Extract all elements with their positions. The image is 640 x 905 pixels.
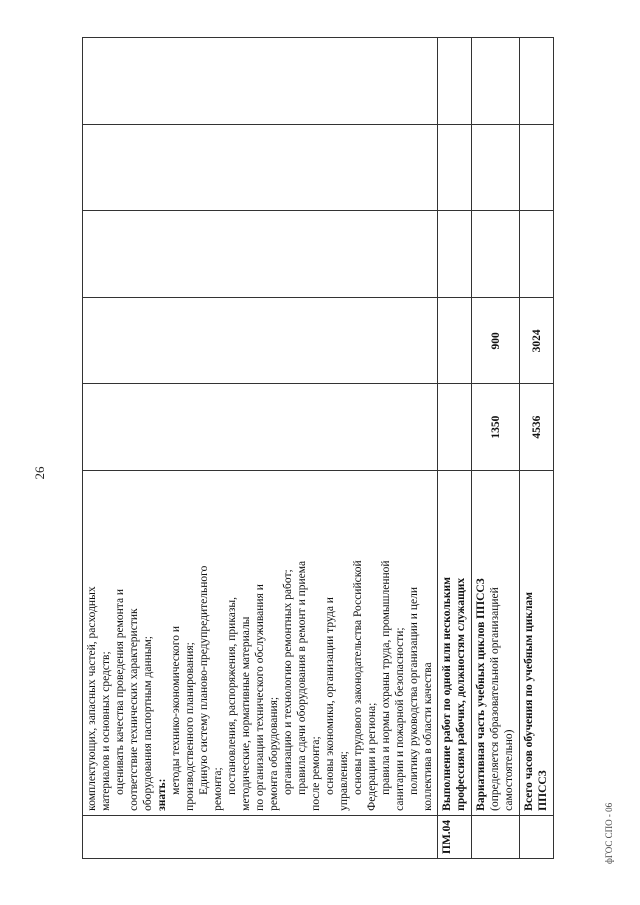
required-hours-cell	[438, 298, 472, 384]
content-line: производственного планирования;	[184, 642, 197, 811]
content-line: (определяется образовательной организацией	[489, 587, 502, 811]
content-line: Федерации и региона;	[366, 702, 379, 811]
content-line: Всего часов обучения по учебным циклам	[523, 592, 536, 811]
code-cell	[83, 815, 438, 858]
content-line: санитарии и пожарной безопасности;	[394, 627, 407, 811]
empty-cell	[438, 124, 472, 211]
table-row	[520, 38, 554, 859]
table-row	[438, 38, 472, 859]
content-line: после ремонта;	[310, 736, 323, 811]
content-line: ремонта;	[212, 767, 225, 811]
table-body	[83, 38, 554, 859]
required-hours-cell: 900	[472, 298, 520, 384]
content-cell	[520, 470, 554, 815]
empty-cell	[83, 211, 438, 298]
content-line: методы технико-экономического и	[170, 626, 183, 795]
empty-cell	[472, 211, 520, 298]
content-line: соответствие технических характеристик	[128, 608, 141, 811]
empty-cell	[472, 124, 520, 211]
content-cell	[472, 470, 520, 815]
content-cell	[83, 470, 438, 815]
empty-cell	[520, 211, 554, 298]
empty-cell	[83, 124, 438, 211]
content-line: правила и нормы охраны труда, промышленной	[380, 560, 393, 795]
code-cell	[520, 815, 554, 858]
content-line: управления;	[338, 751, 351, 811]
content-line: основы трудового законодательства Российской	[352, 560, 365, 795]
content-line: Выполнение работ по одной или нескольким	[441, 577, 454, 811]
content-line: правила сдачи оборудования в ремонт и приема	[296, 560, 309, 795]
content-line: ремонта оборудования;	[268, 696, 281, 811]
content-line: постановления, распоряжения, приказы,	[226, 597, 239, 795]
content-line: профессиям рабочих, должностям служащих	[455, 577, 468, 811]
content-line: Вариативная часть учебных циклов ППССЗ	[475, 578, 488, 811]
content-line: основы экономики, организации труда и	[324, 597, 337, 795]
max-hours-cell	[83, 384, 438, 470]
content-line: материалов и основных средств;	[100, 651, 113, 811]
content-line: знать:	[156, 778, 169, 811]
content-line: по организации технического обслуживания и	[254, 584, 267, 811]
content-line: методические, нормативные материалы	[240, 616, 253, 811]
content-line: оборудования паспортным данным;	[142, 635, 155, 811]
content-line: организацию и технологию ремонтных работ;	[282, 569, 295, 795]
table-row	[472, 38, 520, 859]
page-number: 26	[32, 466, 47, 480]
empty-cell	[520, 38, 554, 125]
empty-cell	[83, 38, 438, 125]
content-line: самостоятельно)	[503, 729, 516, 811]
table-row	[83, 38, 438, 859]
content-cell	[438, 470, 472, 815]
max-hours-cell	[438, 384, 472, 470]
code-cell: ПМ.04	[438, 815, 472, 858]
max-hours-cell: 1350	[472, 384, 520, 470]
empty-cell	[438, 211, 472, 298]
content-line: коллектива в области качества	[422, 662, 435, 811]
content-line: комплектующих, запасных частей, расходных	[86, 586, 98, 811]
max-hours-cell: 4536	[520, 384, 554, 470]
required-hours-cell: 3024	[520, 298, 554, 384]
empty-cell	[438, 38, 472, 125]
content-line: политику руководства организации и цели	[408, 587, 421, 795]
footer-mark: фГОС СПО - 06	[604, 802, 614, 864]
content-line: оценивать качества проведения ремонта и	[114, 588, 127, 795]
empty-cell	[520, 124, 554, 211]
required-hours-cell	[83, 298, 438, 384]
code-cell	[472, 815, 520, 858]
curriculum-table	[82, 37, 554, 859]
content-line: Единую систему планово-предупредительного	[198, 565, 211, 795]
curriculum-table-rotated	[82, 37, 554, 859]
content-line: ППССЗ	[537, 770, 550, 811]
empty-cell	[472, 38, 520, 125]
